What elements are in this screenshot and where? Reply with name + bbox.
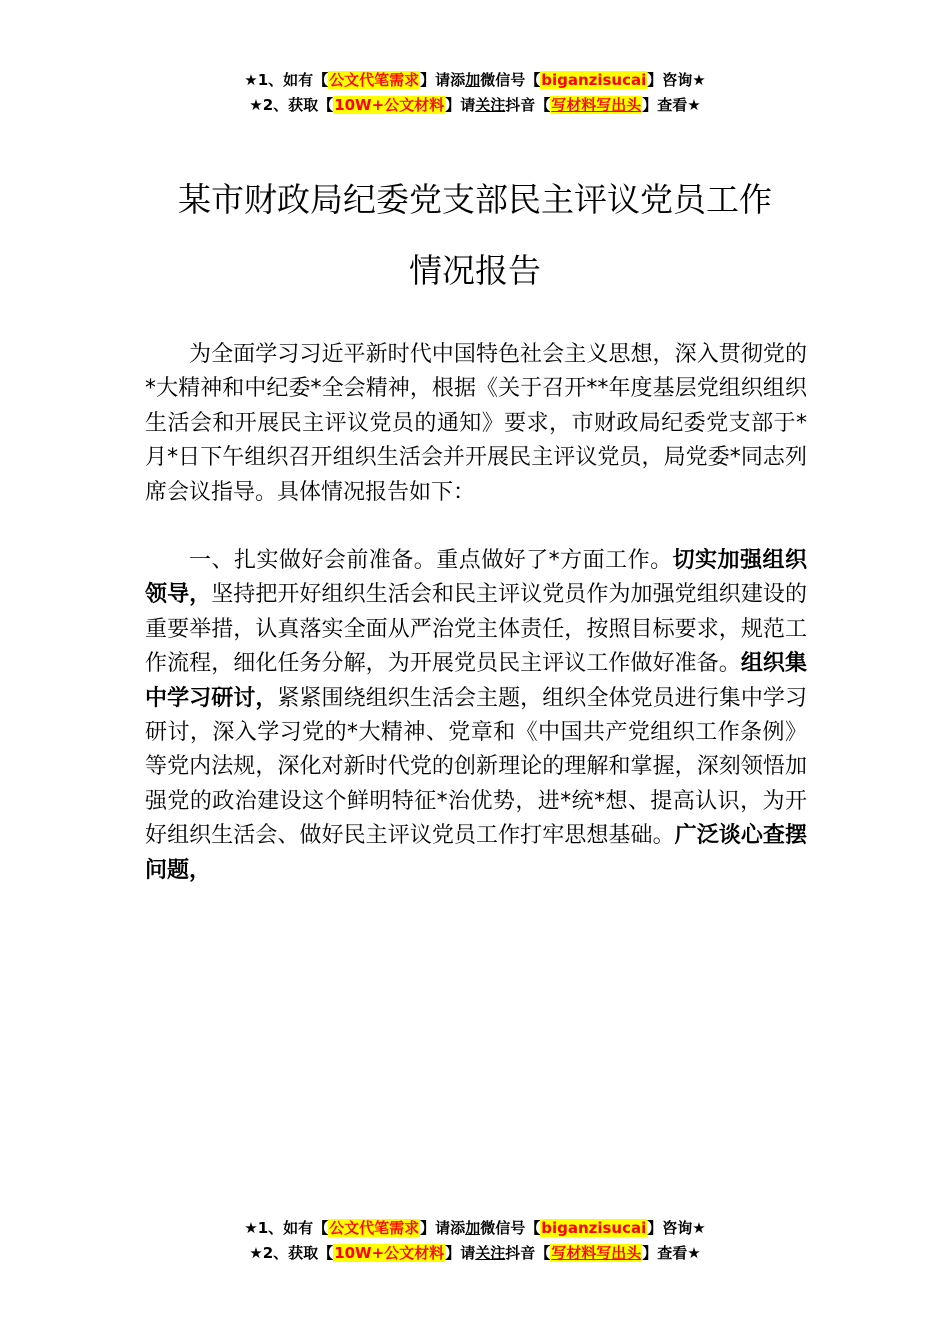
document-title-line2: 情况报告 — [409, 251, 541, 290]
highlight-materials: 10W+公文材料 — [334, 1244, 445, 1262]
footer-notice-line1 — [0, 1216, 950, 1241]
notice-text: 】咨询★ — [647, 71, 706, 89]
paragraph-bold-heading: 切实加强组织领导， — [145, 548, 807, 608]
paragraph-text: 一、扎实做好会前准备。重点做好了*方面工作。 — [189, 548, 673, 573]
notice-text: ★1、如有【 — [244, 71, 329, 89]
notice-text: 】请 — [445, 1244, 476, 1262]
footer-notice-line2 — [0, 1241, 950, 1266]
highlight-douyin-id: 写材料写出头 — [551, 96, 642, 114]
notice-text: 微信号【 — [480, 1219, 541, 1237]
header-notice — [0, 68, 950, 118]
highlight-materials: 10W+公文材料 — [334, 96, 445, 114]
notice-underlined-text: 加 — [465, 1219, 481, 1237]
paragraph-bold-heading: 广泛谈心查摆问题， — [145, 823, 807, 883]
paragraph-text: 紧紧围绕组织生活会主题，组织全体党员进行集中学习研讨，深入学习党的*大精神、党章和《中国共产党组织工作条例》等党内法规，深化对新时代党的创新理论的理解和掌握，深刻领悟加强党的政治建设这个鲜明特征*治优势，进*统*想、提高认识，为开好组织生活会、做好民主评议党员工作打牢思想基础。 — [145, 685, 807, 849]
notice-text: 】请添 — [420, 1219, 466, 1237]
notice-underlined-text: 关注 — [475, 1244, 506, 1262]
notice-text: ★2、获取【 — [249, 96, 334, 114]
notice-text: 抖音【 — [505, 96, 551, 114]
notice-text: ★1、如有【 — [244, 1219, 329, 1237]
notice-text: 】查看★ — [642, 96, 701, 114]
notice-text: 】查看★ — [642, 1244, 701, 1262]
notice-text: ★2、获取【 — [249, 1244, 334, 1262]
notice-text: 】请 — [445, 96, 476, 114]
notice-text: 抖音【 — [505, 1244, 551, 1262]
header-notice-line1 — [0, 68, 950, 93]
paragraph-text: 坚持把开好组织生活会和民主评议党员作为加强党组织建设的重要举措，认真落实全面从严治党主体责任，按照目标要求，规范工作流程，细化任务分解，为开展党员民主评议工作做好准备。 — [145, 582, 807, 677]
paragraph-intro: 为全面学习习近平新时代中国特色社会主义思想，深入贯彻党的*大精神和中纪委*全会精神，根据《关于召开**年度基层党组织组织生活会和开展民主评议党员的通知》要求，市财政局纪委党支部于*月*日下午组织召开组织生活会并开展民主评议党员，局党委*同志列席会议指导。具体情况报告如下： — [145, 342, 807, 505]
document-title-line1: 某市财政局纪委党支部民主评议党员工作 — [178, 180, 772, 219]
notice-underlined-text: 加 — [465, 71, 481, 89]
highlight-wechat-id: biganzisucai — [541, 1219, 647, 1237]
highlight-wechat-id: biganzisucai — [541, 71, 647, 89]
paragraph-bold-heading: 组织集中学习研讨， — [145, 651, 807, 711]
footer-notice — [0, 1216, 950, 1266]
highlight-service: 公文代笔需求 — [329, 1219, 420, 1237]
notice-text: 微信号【 — [480, 71, 541, 89]
notice-text: 】请添 — [420, 71, 466, 89]
highlight-service: 公文代笔需求 — [329, 71, 420, 89]
paragraph-preparation — [145, 544, 807, 888]
notice-text: 】咨询★ — [647, 1219, 706, 1237]
notice-underlined-text: 关注 — [475, 96, 506, 114]
header-notice-line2 — [0, 93, 950, 118]
highlight-douyin-id: 写材料写出头 — [551, 1244, 642, 1262]
